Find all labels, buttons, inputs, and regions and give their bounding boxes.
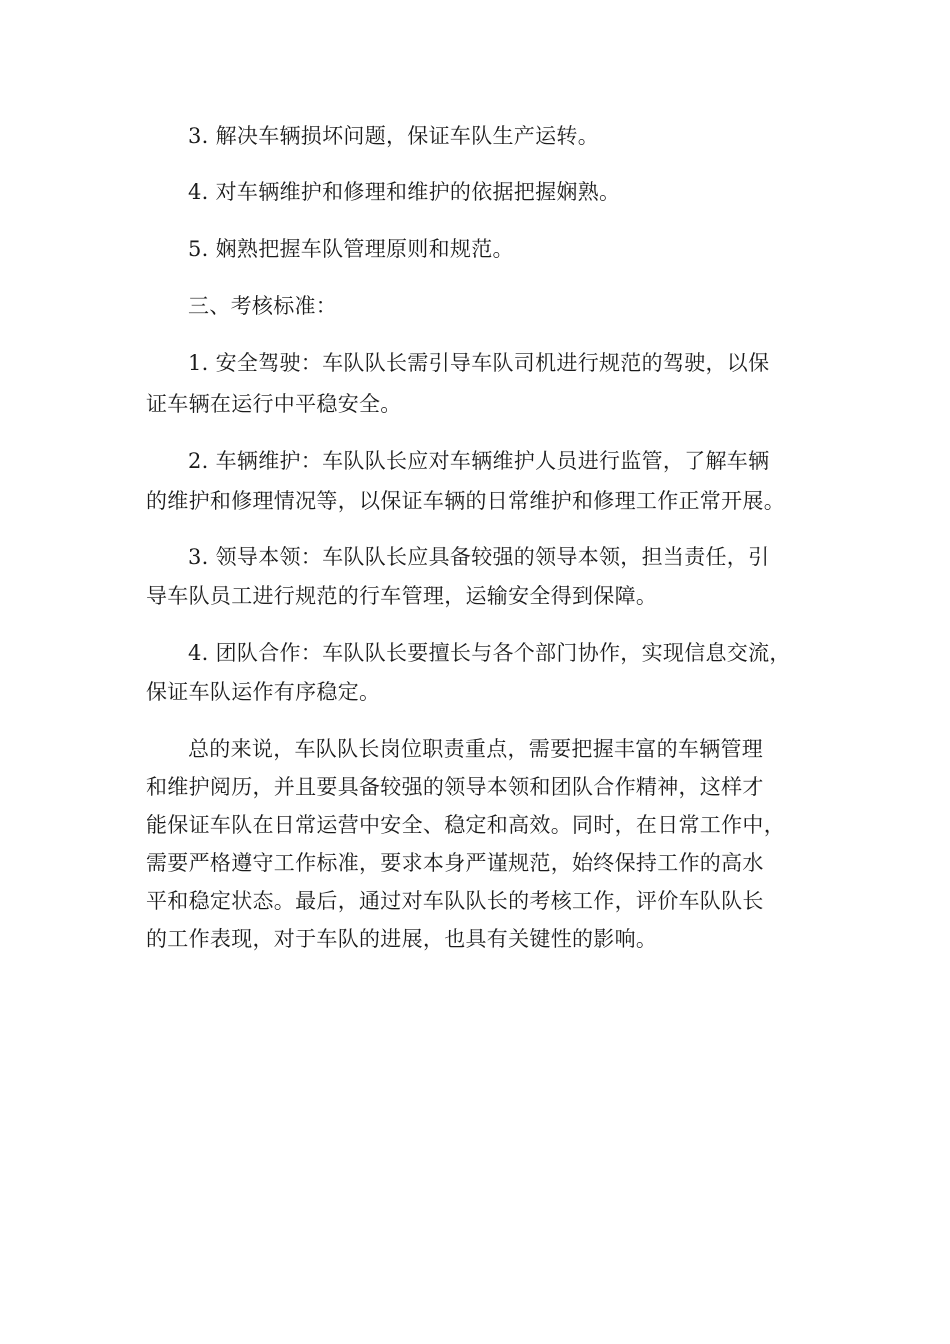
section-heading: 三、考核标准： bbox=[188, 294, 338, 318]
criterion-4-line-2: 保证车队运作有序稳定。 bbox=[146, 680, 381, 704]
summary-line-2: 和维护阅历，并且要具备较强的领导本领和团队合作精神，这样才 bbox=[146, 775, 764, 799]
summary-line-5: 平和稳定状态。最后，通过对车队队长的考核工作，评价车队队长 bbox=[146, 889, 764, 913]
criterion-1-line-1: 1. 安全驾驶：车队队长需引导车队司机进行规范的驾驶，以保 bbox=[188, 351, 770, 375]
criterion-3-line-2: 导车队员工进行规范的行车管理，运输安全得到保障。 bbox=[146, 584, 658, 608]
criterion-2-line-1: 2. 车辆维护：车队队长应对车辆维护人员进行监管，了解车辆 bbox=[188, 449, 770, 473]
criterion-3-line-1: 3. 领导本领：车队队长应具备较强的领导本领，担当责任，引 bbox=[188, 545, 770, 569]
item-3-line: 3. 解决车辆损坏问题，保证车队生产运转。 bbox=[188, 124, 600, 148]
criterion-4-line-1: 4. 团队合作：车队队长要擅长与各个部门协作，实现信息交流， bbox=[188, 641, 791, 665]
criterion-1-line-2: 证车辆在运行中平稳安全。 bbox=[146, 392, 402, 416]
item-4-line: 4. 对车辆维护和修理和维护的依据把握娴熟。 bbox=[188, 180, 621, 204]
summary-line-4: 需要严格遵守工作标准，要求本身严谨规范，始终保持工作的高水 bbox=[146, 851, 764, 875]
criterion-2-line-2: 的维护和修理情况等，以保证车辆的日常维护和修理工作正常开展。 bbox=[146, 489, 785, 513]
summary-line-1: 总的来说，车队队长岗位职责重点，需要把握丰富的车辆管理 bbox=[188, 737, 764, 761]
item-5-line: 5. 娴熟把握车队管理原则和规范。 bbox=[188, 237, 514, 261]
summary-line-3: 能保证车队在日常运营中安全、稳定和高效。同时，在日常工作中， bbox=[146, 813, 785, 837]
summary-line-6: 的工作表现，对于车队的进展，也具有关键性的影响。 bbox=[146, 927, 658, 951]
